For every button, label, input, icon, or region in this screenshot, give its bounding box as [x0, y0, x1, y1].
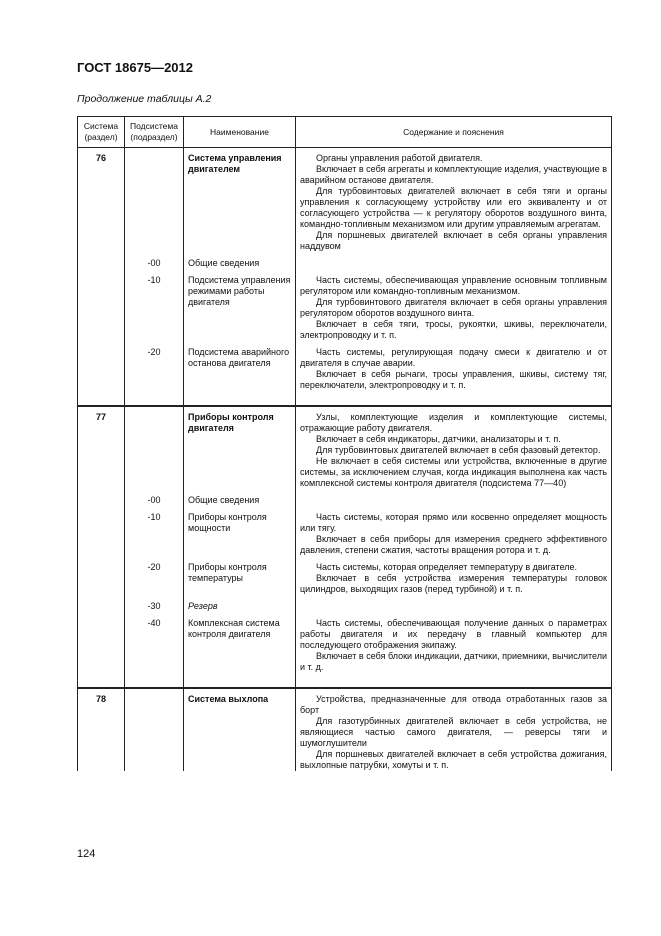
cell-subsystem: -20	[125, 562, 184, 595]
cell-subsystem: -10	[125, 275, 184, 341]
cell-content	[296, 275, 612, 341]
cell-name: Общие сведения	[184, 258, 296, 269]
cell-content	[296, 601, 612, 612]
cell-subsystem	[125, 688, 184, 771]
table-row-subsystem	[78, 618, 612, 673]
content-paragraph: Включает в себя приборы для измерения среднего эффективного давления, степени сжатия, частоты вращения ротора и т. д.	[300, 534, 607, 555]
systems-table	[77, 116, 612, 771]
cell-subsystem: -40	[125, 618, 184, 673]
content-paragraph: Часть системы, обеспечивающая получение данных о параметрах работы двигателя и их передачу в главный компьютер для последующего отображения экипажу.	[300, 618, 607, 650]
table-row-subsystem	[78, 258, 612, 269]
content-paragraph: Устройства, предназначенные для отвода отработанных газов за борт	[300, 694, 607, 715]
cell-name: Система выхлопа	[184, 688, 296, 771]
table-row-system	[78, 688, 612, 771]
content-paragraph: Для турбовинтовых двигателей включает в себя тяги и органы управления к согласующему устройству или его эквиваленту и от согласующего устройства — к регулятору оборотов воздушного винта, командно-топливным механизмом или другим управляемым агрегатам.	[300, 186, 607, 229]
cell-subsystem: -10	[125, 512, 184, 556]
row-spacer	[78, 673, 612, 688]
content-paragraph: Для поршневых двигателей включает в себя органы управления наддувом	[300, 230, 607, 251]
col-header-subsystem: Подсистема (подраздел)	[125, 117, 184, 148]
content-paragraph: Для турбовинтового двигателя включает в себя органы управления регулятором оборотов воздушного винта.	[300, 297, 607, 318]
content-paragraph: Органы управления работой двигателя.	[316, 153, 483, 163]
cell-content	[296, 562, 612, 595]
cell-name: Общие сведения	[184, 495, 296, 506]
cell-content	[296, 618, 612, 673]
content-paragraph: Включает в себя агрегаты и комплектующие изделия, участвующие в аварийном останове двигателя.	[300, 164, 607, 185]
table-row-subsystem	[78, 512, 612, 556]
cell-system	[78, 495, 125, 506]
table-row-subsystem	[78, 562, 612, 595]
cell-system	[78, 618, 125, 673]
content-paragraph: Включает в себя блоки индикации, датчики, приемники, вычислители и т. д.	[300, 651, 607, 672]
content-paragraph: Не включает в себя системы или устройства, включенные в другие системы, за исключением случая, когда индикация выполнена как часть комплексной системы контроля двигателя (подсистема 77—40)	[300, 456, 607, 488]
cell-subsystem	[125, 406, 184, 489]
content-paragraph: Включает в себя рычаги, тросы управления, шкивы, систему тяг, переключатели, электропроводку и т. п.	[300, 369, 607, 390]
content-paragraph: Для турбовинтовых двигателей включает в себя фазовый детектор.	[316, 445, 601, 455]
cell-system: 78	[78, 688, 125, 771]
cell-name: Приборы контроля двигателя	[184, 406, 296, 489]
cell-system: 77	[78, 406, 125, 489]
cell-subsystem: -20	[125, 347, 184, 391]
cell-subsystem: -00	[125, 258, 184, 269]
content-paragraph: Включает в себя индикаторы, датчики, анализаторы и т. п.	[316, 434, 561, 444]
cell-name: Резерв	[184, 601, 296, 612]
cell-system	[78, 258, 125, 269]
cell-name: Комплексная система контроля двигателя	[184, 618, 296, 673]
content-paragraph: Для газотурбинных двигателей включает в себя устройства, не являющиеся частью самого двигателя, — реверсы тяги и шумоглушители	[300, 716, 607, 748]
cell-name: Приборы контроля температуры	[184, 562, 296, 595]
table-row-system	[78, 406, 612, 489]
cell-content	[296, 406, 612, 489]
cell-name: Система управления двигателем	[184, 148, 296, 253]
table-row-subsystem	[78, 275, 612, 341]
col-header-content: Содержание и пояснения	[296, 117, 612, 148]
content-paragraph: Часть системы, которая определяет температуру в двигателе.	[316, 562, 578, 572]
content-paragraph: Для поршневых двигателей включает в себя устройства дожигания, выхлопные патрубки, хомуты и т. п.	[300, 749, 607, 770]
content-paragraph: Часть системы, регулирующая подачу смеси к двигателю и от двигателя в случае аварии.	[300, 347, 607, 368]
cell-name: Приборы контроля мощности	[184, 512, 296, 556]
document-header: ГОСТ 18675—2012	[77, 60, 193, 75]
cell-content	[296, 688, 612, 771]
cell-system	[78, 275, 125, 341]
cell-system	[78, 562, 125, 595]
content-paragraph: Узлы, комплектующие изделия и комплектующие системы, отражающие работу двигателя.	[300, 412, 607, 433]
cell-name: Подсистема аварийного останова двигателя	[184, 347, 296, 391]
cell-content	[296, 495, 612, 506]
cell-subsystem: -30	[125, 601, 184, 612]
table-row-subsystem	[78, 601, 612, 612]
col-header-name: Наименование	[184, 117, 296, 148]
cell-system: 76	[78, 148, 125, 253]
cell-content	[296, 347, 612, 391]
content-paragraph: Часть системы, обеспечивающая управление основным топливным регулятором или командно-топливным механизмом.	[300, 275, 607, 296]
cell-subsystem	[125, 148, 184, 253]
table-row-subsystem	[78, 495, 612, 506]
row-spacer	[78, 391, 612, 406]
col-header-system: Система (раздел)	[78, 117, 125, 148]
table-header-row	[78, 117, 612, 148]
table-row-system	[78, 148, 612, 253]
page-number: 124	[77, 848, 96, 860]
cell-content	[296, 258, 612, 269]
cell-name: Подсистема управления режимами работы двигателя	[184, 275, 296, 341]
content-paragraph: Включает в себя тяги, тросы, рукоятки, шкивы, переключатели, электропроводку и т. п.	[300, 319, 607, 340]
cell-content	[296, 148, 612, 253]
cell-system	[78, 601, 125, 612]
cell-system	[78, 512, 125, 556]
table-continuation-caption: Продолжение таблицы А.2	[77, 93, 212, 105]
content-paragraph: Часть системы, которая прямо или косвенно определяет мощность или тягу.	[300, 512, 607, 533]
table-row-subsystem	[78, 347, 612, 391]
cell-subsystem: -00	[125, 495, 184, 506]
content-paragraph: Включает в себя устройства измерения температуры головок цилиндров, выходящих газов (перед турбиной) и т. п.	[300, 573, 607, 594]
cell-system	[78, 347, 125, 391]
cell-content	[296, 512, 612, 556]
